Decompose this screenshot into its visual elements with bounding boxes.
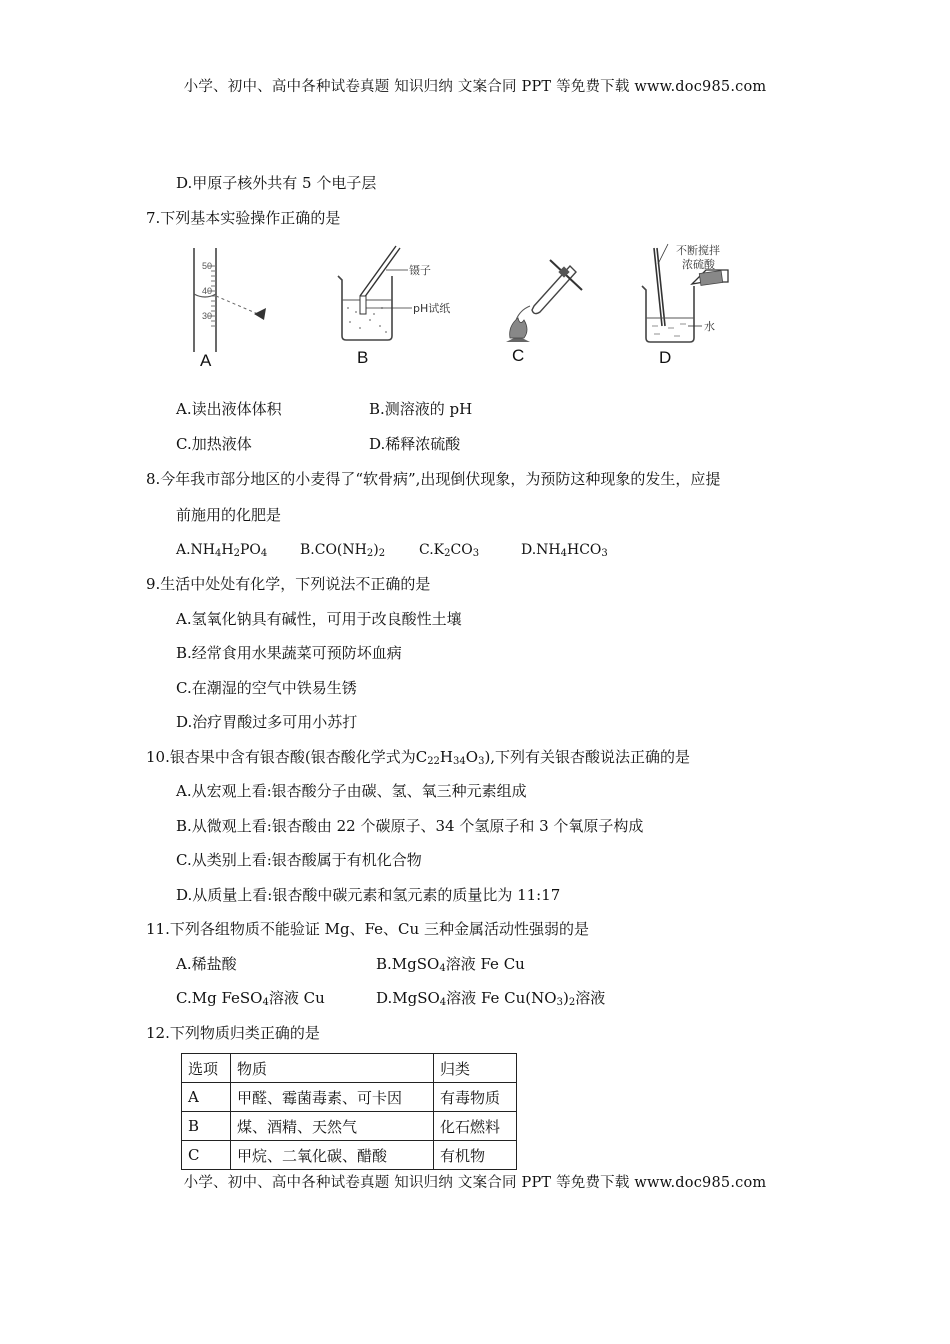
q10-option-d: D.从质量上看:银杏酸中碳元素和氢元素的质量比为 11:17: [176, 886, 561, 904]
figure-b-caption: B: [357, 348, 369, 367]
q11-option-c-text: C.Mg FeSO$_4$溶液 Cu: [176, 989, 325, 1008]
q10-option-b: B.从微观上看:银杏酸由 22 个碳原子、34 个氢原子和 3 个氧原子构成: [176, 817, 644, 835]
q8-option-c-text: $C.K_2CO_3$: [419, 542, 480, 559]
q10-stem-text: 10.银杏果中含有银杏酸(银杏酸化学式为$C_{22}H_{34}O_3$),下列有关银杏酸说法正确的是: [146, 748, 691, 767]
table-row: [182, 1083, 517, 1112]
figure-d-dilution: [632, 242, 742, 352]
table-cell: C: [182, 1141, 231, 1170]
q11-option-d: [376, 987, 605, 1009]
q7-option-a: A.读出液体体积: [176, 400, 282, 418]
q11-option-b: [376, 953, 525, 975]
q9-option-c: C.在潮湿的空气中铁易生锈: [176, 679, 357, 697]
table-header-cell: 选项: [182, 1054, 231, 1083]
table-cell: 有机物: [434, 1141, 517, 1170]
q11-option-a: A.稀盐酸: [176, 955, 237, 973]
page-header: 小学、初中、高中各种试卷真题 知识归纳 文案合同 PPT 等免费下载 www.doc985.com: [183, 79, 767, 95]
q9-option-b: B.经常食用水果蔬菜可预防坏血病: [176, 644, 402, 662]
table-header-cell: 归类: [434, 1054, 517, 1083]
table-cell: 化石燃料: [434, 1112, 517, 1141]
q7-option-d: D.稀释浓硫酸: [369, 435, 461, 453]
q8-option-b: [300, 539, 385, 561]
q9-option-d: D.治疗胃酸过多可用小苏打: [176, 713, 358, 731]
q8-option-b-text: $B.CO(NH_2)_2$: [300, 542, 386, 559]
figure-c-caption: C: [512, 346, 525, 365]
label-water: 水: [704, 320, 715, 333]
q10-stem: [146, 746, 690, 768]
q7-stem: 7.下列基本实验操作正确的是: [146, 209, 341, 227]
q10-option-a: A.从宏观上看:银杏酸分子由碳、氢、氧三种元素组成: [176, 782, 527, 800]
label-tweezers: 镊子: [409, 264, 431, 277]
q8-option-a-text: $A.NH_4H_2PO_4$: [176, 542, 268, 559]
q9-option-a: A.氢氧化钠具有碱性，可用于改良酸性土壤: [176, 610, 462, 628]
q10-option-c: C.从类别上看:银杏酸属于有机化合物: [176, 851, 422, 869]
q12-stem: 12.下列物质归类正确的是: [146, 1024, 320, 1042]
q8-option-d-text: $D.NH_4HCO_3$: [521, 542, 608, 559]
tick-label-40: 40: [202, 286, 213, 296]
figure-b-ph-test: [330, 240, 460, 350]
q11-option-d-text: D.MgSO$_4$溶液 Fe $Cu(NO_3)_2$溶液: [376, 989, 606, 1008]
label-ph-paper: pH试纸: [413, 302, 451, 315]
q8-stem-line2: 前施用的化肥是: [176, 506, 282, 524]
table-cell: 甲醛、霉菌毒素、可卡因: [231, 1083, 434, 1112]
q7-option-b: B.测溶液的 pH: [369, 400, 473, 418]
q11-option-c: [176, 987, 325, 1009]
q8-option-a: [176, 539, 267, 561]
q8-option-d: [521, 539, 608, 561]
label-concentrated-acid: 浓硫酸: [682, 258, 715, 271]
q11-option-b-text: B.MgSO$_4$溶液 Fe Cu: [376, 955, 525, 974]
table-header-row: [182, 1054, 517, 1083]
tick-label-30: 30: [202, 311, 213, 321]
table-cell: 煤、酒精、天然气: [231, 1112, 434, 1141]
table-cell: 有毒物质: [434, 1083, 517, 1112]
q6-option-d: D.甲原子核外共有 5 个电子层: [176, 174, 377, 192]
q11-stem: 11.下列各组物质不能验证 Mg、Fe、Cu 三种金属活动性强弱的是: [146, 920, 589, 938]
figure-a-caption: A: [200, 351, 212, 370]
q7-figures: [180, 240, 740, 380]
tick-label-50: 50: [202, 261, 213, 271]
figure-c-heating-tube: [490, 246, 590, 346]
table-row: [182, 1141, 517, 1170]
table-header-cell: 物质: [231, 1054, 434, 1083]
page-footer: 小学、初中、高中各种试卷真题 知识归纳 文案合同 PPT 等免费下载 www.doc985.com: [183, 1175, 767, 1191]
q8-option-c: [419, 539, 479, 561]
q9-stem: 9.生活中处处有化学，下列说法不正确的是: [146, 575, 431, 593]
table-cell: B: [182, 1112, 231, 1141]
table-cell: A: [182, 1083, 231, 1112]
table-row: [182, 1112, 517, 1141]
q8-stem-line1: 8.今年我市部分地区的小麦得了“软骨病”,出现倒伏现象，为预防这种现象的发生，应提: [146, 470, 721, 488]
q12-classification-table: [181, 1053, 517, 1170]
q7-option-c: C.加热液体: [176, 435, 252, 453]
label-keep-stirring: 不断搅拌: [676, 244, 720, 257]
table-cell: 甲烷、二氧化碳、醋酸: [231, 1141, 434, 1170]
figure-d-caption: D: [659, 348, 672, 367]
figure-a-graduated-cylinder: [180, 244, 290, 354]
